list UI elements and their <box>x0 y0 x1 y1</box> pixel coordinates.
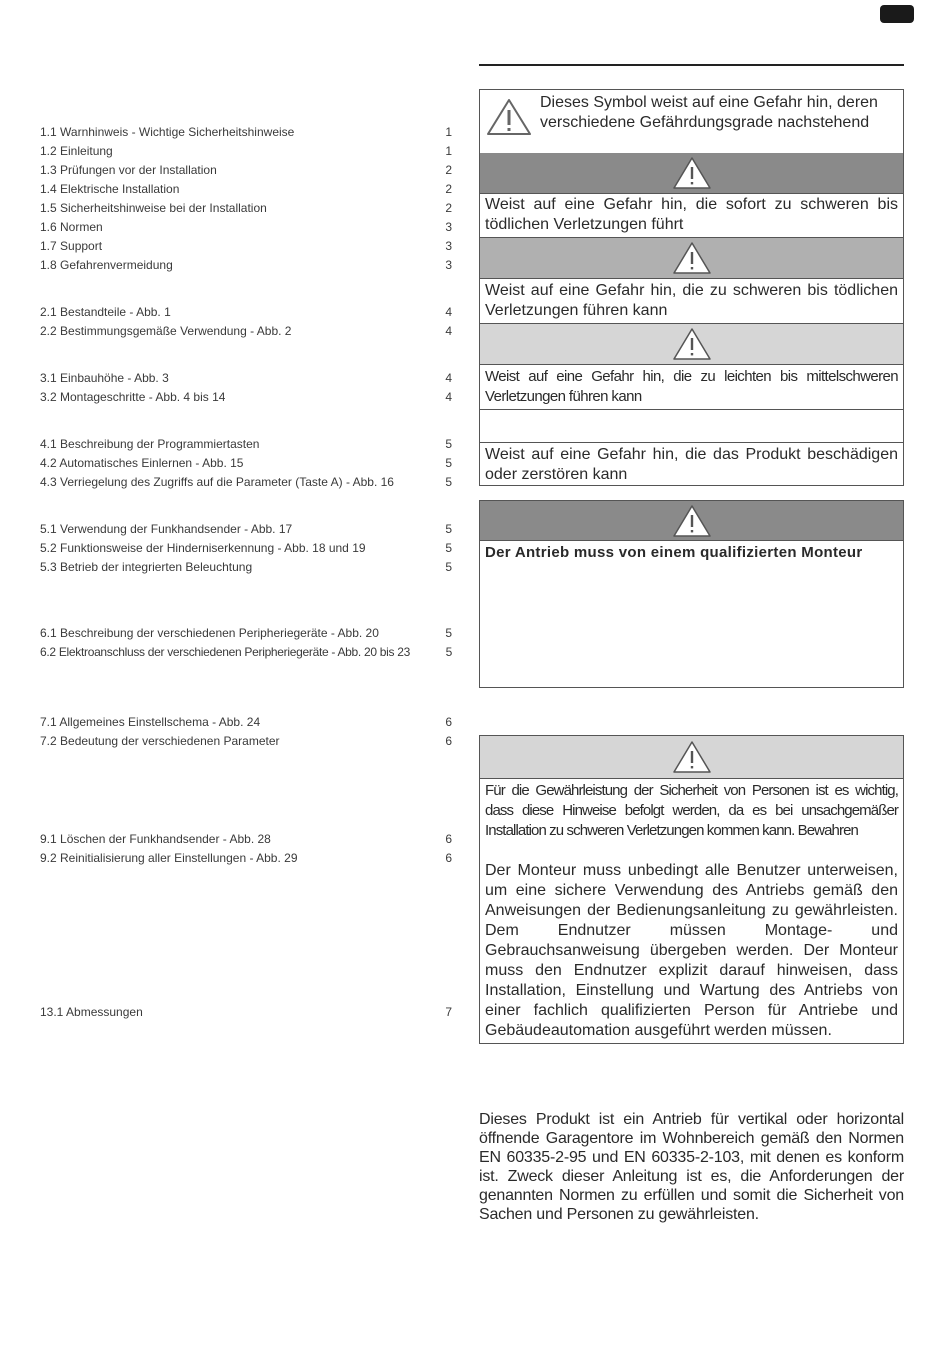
toc-row[interactable]: 3.2 Montageschritte - Abb. 4 bis 14 4 <box>40 390 452 404</box>
toc-row[interactable]: 3.1 Einbauhöhe - Abb. 3 4 <box>40 371 452 385</box>
toc-row[interactable]: 4.1 Beschreibung der Programmiertasten 5 <box>40 437 452 451</box>
toc-row[interactable]: 1.8 Gefahrenvermeidung 3 <box>40 258 452 272</box>
toc-row[interactable]: 9.2 Reinitialisierung aller Einstellungen - Abb. 29 6 <box>40 851 452 865</box>
warning-triangle-icon <box>672 327 712 361</box>
hazard-levels-box <box>479 89 904 486</box>
toc-row[interactable]: 9.1 Löschen der Funkhandsender - Abb. 28 6 <box>40 832 452 846</box>
warning-triangle-icon <box>672 241 712 275</box>
toc-row[interactable]: 4.2 Automatisches Einlernen - Abb. 15 5 <box>40 456 452 470</box>
caution-bar <box>480 324 903 364</box>
safety-paragraph-2: Der Monteur muss unbedingt alle Benutzer unterweisen, um eine sichere Verwendung des Antriebs gemäß den Anweisungen der Bedienungsanleitung zu gewährleisten. Dem Endnutzer müssen Montage- und Gebrauchsanweisung übergeben werden. Der Monteur muss den Endnutzer explizit darauf hinweisen, dass Installation, Einstellung und Wartung des Antriebs von einer fachlich qualifizierten Person für Antriebe und Gebäudeautomation ausgeführt werden müssen. <box>485 862 898 1039</box>
toc-row[interactable]: 5.3 Betrieb der integrierten Beleuchtung 5 <box>40 560 452 574</box>
caution-text: Weist auf eine Gefahr hin, die zu leichten bis mittelschweren Verletzungen führen kann <box>485 368 898 405</box>
warning-triangle-icon <box>672 740 712 774</box>
toc-row[interactable]: 1.4 Elektrische Installation 2 <box>40 182 452 196</box>
installer-notice-text: Der Antrieb muss von einem qualifizierten Monteur <box>485 544 863 561</box>
warning-triangle-icon <box>672 156 712 190</box>
safety-paragraph-1: Für die Gewährleistung der Sicherheit von Personen ist es wichtig, dass diese Hinweise befolgt werden, da es bei unsachgemäßer Installation zu schweren Verletzungen kommen kann. Bewahren <box>485 782 898 839</box>
symbol-description: Dieses Symbol weist auf eine Gefahr hin, deren verschiedene Gefährdungsgrade nachstehend <box>540 94 878 131</box>
toc-row[interactable]: 1.3 Prüfungen vor der Installation 2 <box>40 163 452 177</box>
toc-row[interactable]: 1.2 Einleitung 1 <box>40 144 452 158</box>
toc-row[interactable]: 5.2 Funktionsweise der Hinderniserkennung - Abb. 18 und 19 5 <box>40 541 452 555</box>
warning-triangle-icon <box>672 504 712 538</box>
toc-row[interactable]: 2.2 Bestimmungsgemäße Verwendung - Abb. 2 4 <box>40 324 452 338</box>
installer-warning-bar <box>480 501 903 540</box>
toc-row[interactable]: 4.3 Verriegelung des Zugriffs auf die Parameter (Taste A) - Abb. 16 5 <box>40 475 452 489</box>
toc-row[interactable]: 7.2 Bedeutung der verschiedenen Parameter 6 <box>40 734 452 748</box>
toc-row[interactable]: 1.5 Sicherheitshinweise bei der Installation 2 <box>40 201 452 215</box>
danger-text: Weist auf eine Gefahr hin, die sofort zu schweren bis tödlichen Verletzungen führt <box>485 196 898 233</box>
warning-bar <box>480 238 903 278</box>
notice-text: Weist auf eine Gefahr hin, die das Produkt beschädigen oder zerstören kann <box>485 446 898 483</box>
toc-row[interactable]: 1.6 Normen 3 <box>40 220 452 234</box>
toc-row[interactable]: 13.1 Abmessungen 7 <box>40 1005 452 1019</box>
toc-row[interactable]: 2.1 Bestandteile - Abb. 1 4 <box>40 305 452 319</box>
safety-instructions-box <box>479 735 904 1044</box>
toc-row[interactable]: 1.7 Support 3 <box>40 239 452 253</box>
safety-warning-bar <box>480 736 903 778</box>
warning-text: Weist auf eine Gefahr hin, die zu schweren bis tödlichen Verletzungen führen kann <box>485 282 898 319</box>
toc-row[interactable]: 1.1 Warnhinweis - Wichtige Sicherheitshinweise 1 <box>40 125 452 139</box>
toc-row[interactable]: 7.1 Allgemeines Einstellschema - Abb. 24 6 <box>40 715 452 729</box>
installer-notice-box <box>479 500 904 688</box>
danger-bar <box>480 153 903 193</box>
toc-row[interactable]: 5.1 Verwendung der Funkhandsender - Abb. 17 5 <box>40 522 452 536</box>
introduction-text: Dieses Produkt ist ein Antrieb für vertikal oder horizontal öffnende Garagentore im Wohnbereich gemäß den Normen EN 60335-2-95 und EN 60335-2-103, mit denen es konform ist. Zweck dieser Anleitung ist es, die Anforderungen der genannten Normen zu erfüllen und somit die Sicherheit von Sachen und Personen zu gewährleisten. <box>479 1111 904 1223</box>
toc-row[interactable]: 6.2 Elektroanschluss der verschiedenen Peripheriegeräte - Abb. 20 bis 23 5 <box>40 645 452 659</box>
header-rule <box>479 64 904 66</box>
warning-triangle-icon <box>485 97 533 137</box>
language-badge <box>880 5 914 23</box>
toc-row[interactable]: 6.1 Beschreibung der verschiedenen Peripheriegeräte - Abb. 20 5 <box>40 626 452 640</box>
